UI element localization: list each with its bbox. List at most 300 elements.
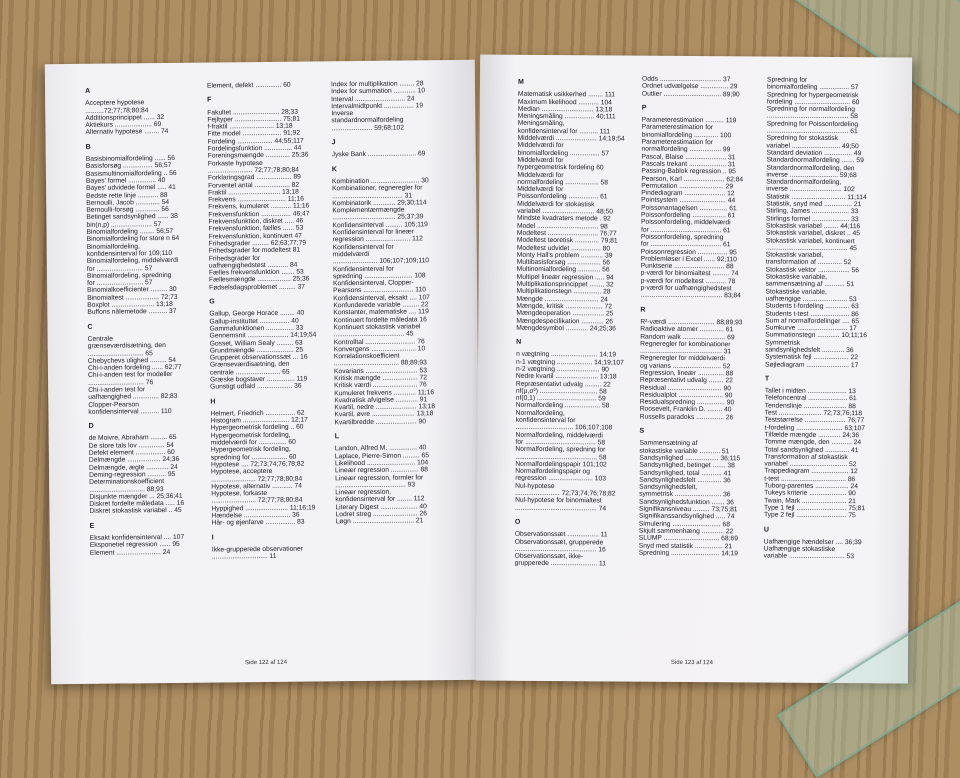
index-entry: Kumuleret frekvens ............ 11;16 bbox=[334, 388, 435, 397]
index-entry: Normalfordeling, spredning for bbox=[515, 446, 606, 454]
index-entry: Intervalmidtpunkt ................ 19 bbox=[331, 102, 424, 111]
index-entry: Sumkurve ........................... 17 bbox=[765, 324, 857, 333]
index-entry: Tendenslinje ....................... 88 bbox=[764, 402, 856, 410]
index-entry: Foreningsmængde ............. 25;36 bbox=[207, 151, 309, 160]
index-entry: binomialfordeling ................ 57 bbox=[766, 83, 859, 92]
index-column bbox=[85, 83, 216, 557]
index-entry: p-værdi for uafhængighedstest bbox=[640, 284, 732, 293]
index-entry: symmetrisk ......................... 36 bbox=[639, 491, 731, 499]
index-entry: Stokastisk variabel, diskret .. 45 bbox=[765, 229, 861, 238]
index-entry: Skjult sammenhæng ............ 22 bbox=[638, 527, 734, 536]
index-entry: Signifikansniveau ......... 73;75;81 bbox=[638, 505, 738, 514]
index-letter-heading: U bbox=[763, 526, 769, 534]
index-letter-heading: K bbox=[331, 165, 337, 173]
index-entry: ...................................... 93 bbox=[335, 481, 416, 490]
index-entry: Aktiekurs .................... 69 bbox=[85, 121, 162, 130]
index-entry: Binomialtest .................. 72;73 bbox=[87, 293, 178, 302]
index-entry: ............................................ 61 bbox=[766, 127, 858, 136]
index-entry: f-fraktil ........................ 13;18 bbox=[207, 122, 293, 131]
index-entry: Parameterestimation .......... 119 bbox=[641, 116, 737, 125]
index-entry: Parameterestimation for bbox=[641, 138, 713, 147]
index-entry: ............................................ 58 bbox=[515, 453, 607, 461]
index-entry: Spredning for Poissonfordeling bbox=[766, 120, 859, 128]
index-entry: Modeltest udvidet ................ 80 bbox=[516, 244, 611, 252]
index-entry: Uafhængige hændelser .... 36;39 bbox=[763, 538, 862, 546]
index-entry: Basismultinomialfordeling .. 56 bbox=[85, 169, 177, 178]
index-entry: Frekvens, kumuleret ........... 11;16 bbox=[208, 202, 310, 212]
index-entry: ................................... 88;89;93 bbox=[333, 359, 427, 368]
index-entry: centrale ........................ 65 bbox=[209, 368, 290, 377]
index-entry: Signifikanssandsynlighed ..... 74 bbox=[638, 512, 735, 521]
index-entry: Konfidensinterval, eksakt .... 107 bbox=[333, 293, 430, 302]
index-letter-heading: J bbox=[331, 139, 336, 147]
index-entry: Lodret streg ........................ 26 bbox=[335, 510, 427, 519]
index-entry: Poissonfordeling, spredning bbox=[640, 233, 724, 242]
index-letter-heading: R bbox=[640, 306, 646, 314]
index-entry: Twain, Mark ........................ 21 bbox=[764, 497, 856, 505]
index-entry: Regneregler for kombinationer bbox=[640, 340, 731, 349]
index-entry: Index for summation ............ 10 bbox=[331, 87, 426, 96]
index-entry: Fakultet ......................... 28;33 bbox=[207, 108, 299, 117]
index-entry: Spredning .......................... 14;19 bbox=[638, 549, 738, 558]
index-entry: Stokastiske variable, bbox=[765, 288, 827, 296]
index-entry: Søjlediagram ....................... 17 bbox=[765, 361, 859, 369]
index-entry: Konfidensinterval for bbox=[332, 265, 394, 273]
index-entry: Kvartil, øvre ....................... 13;18 bbox=[334, 410, 434, 419]
index-entry: Normalfordelingspapir 101;102 bbox=[515, 460, 607, 469]
index-entry: Snyd med statistik ............... 21 bbox=[638, 542, 733, 550]
index-entry: normalfordeling ................. 99 bbox=[641, 146, 731, 154]
index-entry: Fællesmængde .................. 25;36 bbox=[209, 275, 310, 284]
index-entry: Chi-i-anden test for bbox=[88, 386, 146, 394]
index-entry: Fitte model ..................... 91;92 bbox=[207, 130, 301, 139]
index-entry: Bayes' udvidede formel ..... 41 bbox=[86, 184, 176, 193]
index-entry: Type 1 fejl ........................... 75;81 bbox=[764, 504, 866, 513]
index-entry: ........................ 72;77;78;80;84 bbox=[211, 475, 303, 484]
left-index-page bbox=[45, 60, 481, 684]
index-entry: ..........72;77;78;80;84 bbox=[85, 106, 149, 115]
index-entry: Meningsmåling ................ 40;111 bbox=[517, 112, 616, 121]
index-entry: ............................................ 16 bbox=[514, 545, 606, 554]
index-entry: Middelværdi for bbox=[517, 185, 564, 194]
index-entry: Løgn ................................. 21 bbox=[335, 517, 424, 526]
index-entry: hypergeometrisk fordeling 60 bbox=[517, 164, 604, 172]
index-entry: for ...................................... 61 bbox=[640, 226, 731, 234]
index-entry: p-værdi for modeltest ........... 78 bbox=[640, 277, 736, 286]
index-entry: Defekt element ................ 60 bbox=[88, 448, 175, 457]
index-entry: Sandsynlighedsfelt ............. 36 bbox=[639, 476, 731, 485]
index-entry: Sandsynlighed, betinget ....... 38 bbox=[639, 461, 735, 470]
index-entry: n-1 vægtning ................... 14;19;107 bbox=[516, 358, 624, 367]
index-entry: Komplementærmængde bbox=[332, 206, 405, 215]
index-entry: Konfunderede variable ......... 22 bbox=[333, 301, 429, 310]
index-entry: Stokastiske variable, bbox=[765, 273, 828, 281]
index-entry: Lineær regression ............... 88 bbox=[335, 466, 429, 475]
index-entry: Residual ............................. 90 bbox=[639, 384, 731, 392]
index-entry: Landon, Alfred M. ............... 40 bbox=[334, 444, 427, 453]
index-entry: Basisforsøg ................ 56;57 bbox=[85, 162, 172, 171]
index-entry: transformation af ............. 52 bbox=[765, 258, 852, 267]
index-entry: Regneregler for middelværdi bbox=[640, 355, 725, 363]
index-entry: Repræsentativt udvalg ......... 22 bbox=[515, 380, 611, 388]
index-entry: Permutation ........................ 29 bbox=[641, 182, 734, 191]
index-entry: Fejltyper ......................... 75;81 bbox=[207, 115, 300, 124]
index-entry: Additionsprincippet ...... 32 bbox=[85, 113, 165, 122]
index-letter-heading: L bbox=[334, 433, 340, 441]
index-entry: Eksakt konfidensinterval .... 107 bbox=[89, 533, 185, 542]
index-entry: Spredning for hypergeometrisk bbox=[766, 91, 859, 99]
index-entry: variabel .......................... 49;50 bbox=[766, 142, 859, 150]
index-entry: Likelihood .......................... 104 bbox=[334, 459, 429, 468]
index-column bbox=[515, 75, 644, 569]
index-entry: Fælles frekvensfunktion ....... 53 bbox=[208, 268, 304, 277]
index-entry: Spredning for stokastisk bbox=[766, 134, 839, 143]
index-entry: Residualplot ........................ 90 bbox=[639, 391, 733, 400]
index-entry: Nul-hypotese bbox=[515, 482, 555, 490]
index-entry: ........................ 72;77;78;80;84 bbox=[211, 497, 303, 505]
index-entry: Sandsynlighed, total ........... 41 bbox=[639, 469, 732, 477]
index-entry: binomialfordeling ............. 100 bbox=[641, 131, 732, 140]
index-column bbox=[764, 77, 893, 562]
index-entry: De store tals lov .............. 54 bbox=[88, 441, 174, 450]
index-entry: Kontrolltal ........................... 76 bbox=[333, 337, 425, 346]
index-entry: Matematisk usikkerhed ........ 111 bbox=[517, 91, 616, 99]
index-entry: ........................ 72;77;78;80;84 bbox=[207, 166, 300, 175]
index-entry: Parameterestimation for bbox=[641, 124, 714, 132]
index-entry: Frihedsgrader for modeltest 81 bbox=[208, 246, 301, 255]
index-column bbox=[331, 80, 462, 526]
index-entry: Delmængde .................. 24;36 bbox=[88, 456, 180, 465]
index-entry: Multibasisforsøg .................. 56 bbox=[516, 258, 611, 267]
index-entry: Tallet i midten ..................... 13 bbox=[764, 387, 856, 396]
index-letter-heading: D bbox=[88, 422, 94, 431]
index-entry: standardnormalfordeling bbox=[331, 116, 404, 125]
index-entry: Uafhængige stokastiske bbox=[763, 545, 836, 554]
index-entry: Frihedsgrader for bbox=[208, 254, 261, 263]
index-entry: Test ....................... 72;73;76;118 bbox=[764, 409, 862, 418]
index-entry: Statistik ............................. 11;114 bbox=[766, 193, 867, 201]
index-entry: ........................ 72;73;74;76;78;82 bbox=[515, 489, 616, 498]
index-entry: Hypergeometrisk fordeling .. 60 bbox=[210, 424, 304, 433]
index-entry: Forventet antal ................... 82 bbox=[208, 181, 300, 190]
index-entry: Mængde, kritisk .................... 72 bbox=[516, 302, 612, 311]
index-entry: Alternativ hypotese ........ 74 bbox=[85, 128, 169, 137]
index-entry: Pascal, Blaise ...................... 31 bbox=[641, 153, 736, 161]
index-entry: ...................................... 45 bbox=[333, 330, 414, 339]
index-entry: middelværdi bbox=[332, 250, 370, 259]
index-entry: Mængdeoperation ................. 25 bbox=[516, 309, 614, 318]
index-entry: konfidensinterval for bbox=[515, 416, 576, 425]
index-entry: Multinomialfordeling ............ 56 bbox=[516, 266, 610, 274]
index-entry: Standard deviation ............... 49 bbox=[766, 149, 862, 158]
index-entry: n vægtning ......................... 14;19 bbox=[516, 351, 617, 359]
index-entry: Sammensætning af bbox=[639, 439, 698, 448]
index-entry: Frekvens .......................... 11;16 bbox=[208, 195, 304, 204]
index-letter-heading: S bbox=[639, 427, 645, 435]
index-entry: Bernoulli, Jacob ............. 54 bbox=[86, 198, 170, 207]
index-entry: Lineær regression, formler for bbox=[335, 473, 424, 482]
index-entry: Stirlings formel .................... 33 bbox=[766, 215, 859, 223]
index-entry: grupperede ......................... 11 bbox=[514, 560, 606, 568]
index-entry: sammensætning af ........... 51 bbox=[765, 280, 855, 289]
index-entry: ...................................... 31 bbox=[332, 191, 413, 200]
index-entry: Systematisk fejl ................... 22 bbox=[765, 353, 859, 362]
index-entry: Middelværdi for bbox=[517, 156, 564, 165]
index-entry: Hypotese, acceptere bbox=[211, 468, 273, 476]
index-entry: n-2 vægtning ....................... 90 bbox=[515, 365, 609, 374]
index-entry: .............................. 76 bbox=[88, 378, 154, 387]
index-entry: Middelværdi ...................... 14;19;54 bbox=[517, 134, 625, 143]
index-entry: Konfidensinterval for lineær bbox=[332, 228, 414, 237]
index-entry: Multiplikationstegn ............... 28 bbox=[516, 288, 611, 296]
index-entry: Sandsynlighedsfunktion ....... 36 bbox=[639, 498, 734, 507]
index-letter-heading: M bbox=[517, 78, 524, 86]
index-entry: Stokastisk variabel ........ 44;116 bbox=[765, 222, 861, 231]
index-entry: Russells paradoks ............... 26 bbox=[639, 413, 734, 422]
index-entry: Konstanter, matematiske .... 119 bbox=[333, 308, 429, 317]
index-entry: regression ........................ 112 bbox=[332, 235, 423, 244]
index-entry: Model ................................. 98 bbox=[516, 222, 608, 231]
index-entry: Middelværdi for stokastisk bbox=[517, 200, 595, 209]
index-entry: Frihedsgrader ......... 62;63;77;79 bbox=[208, 239, 307, 248]
index-entry: Pearsons ........................... 110 bbox=[333, 286, 426, 295]
index-entry: Kombination .......................... 30 bbox=[331, 177, 429, 186]
index-entry: sandsynlighedsfelt ............ 36 bbox=[765, 346, 854, 355]
index-entry: Observationssæt, ikke- bbox=[514, 552, 584, 561]
index-entry: Chebychevs ulighed ......... 54 bbox=[87, 356, 177, 365]
index-entry: spredning for ................... 60 bbox=[210, 453, 297, 462]
index-entry: nf(0,1) ................................ 59 bbox=[515, 394, 606, 403]
index-entry: de Moivre, Abraham ......... 65 bbox=[88, 434, 177, 443]
index-entry: Clopper-Pearson bbox=[88, 400, 139, 409]
index-entry: Fordelingsfunktion ............... 44 bbox=[207, 144, 302, 153]
index-entry: Mængde ............................. 24 bbox=[516, 295, 608, 304]
index-entry: Multiplikationsprincippet ........ 32 bbox=[516, 280, 614, 289]
index-entry: variabel ............................ 48;50 bbox=[517, 207, 614, 216]
index-entry: variabel ............................... 52 bbox=[764, 460, 857, 469]
index-entry: Poissonfordeling, middelværdi bbox=[640, 218, 731, 227]
index-entry: Hypotese, forkaste bbox=[211, 490, 268, 498]
index-entry: Spredning for bbox=[766, 76, 808, 84]
index-letter-heading: A bbox=[85, 87, 91, 95]
index-entry: Basisbinomialfordeling ...... 56 bbox=[85, 154, 176, 163]
index-entry: Punktserie ........................... 88 bbox=[640, 262, 734, 271]
index-entry: konfidensinterval for .......... 111 bbox=[517, 127, 610, 136]
index-entry: Grundmængde .................... 25 bbox=[209, 346, 304, 355]
index-entry: Tukeys kriterie .................... 90 bbox=[764, 489, 856, 498]
index-entry: ............................................ 45 bbox=[765, 244, 857, 252]
index-letter-heading: C bbox=[87, 323, 93, 331]
index-entry: Histogram ......................... 12;17 bbox=[210, 416, 308, 425]
index-entry: Diskret stokastisk variabel .. 45 bbox=[89, 507, 182, 516]
index-entry: Frekvensfunktion, fælles ...... 53 bbox=[208, 224, 304, 233]
index-entry: Transformation af stokastisk bbox=[764, 453, 848, 461]
index-letter-heading: N bbox=[516, 338, 522, 346]
index-entry: Trappediagram .................... 12 bbox=[764, 467, 858, 476]
page-footer: Side 122 af 124 bbox=[244, 659, 288, 667]
index-entry: Hypergeometrisk fordeling, bbox=[210, 446, 291, 454]
index-entry: Deming-regression .......... 95 bbox=[89, 470, 176, 479]
index-entry: Eksponetiel regression ...... 95 bbox=[89, 541, 180, 550]
index-entry: Observationssæt, grupperede bbox=[514, 538, 604, 546]
index-entry: Hændelse ......................... 36 bbox=[211, 511, 300, 520]
index-entry: Frekvensfunktion ................ 46;47 bbox=[208, 210, 310, 219]
index-entry: binomialfordeling ................ 57 bbox=[517, 149, 609, 158]
index-entry: .................................. 25;37;39 bbox=[332, 213, 424, 222]
index-entry: Summationstegn ............ 10;11;16 bbox=[765, 331, 867, 340]
index-entry: Pascals trekant .................... 31 bbox=[641, 160, 736, 169]
index-entry: Inverse bbox=[331, 110, 354, 118]
index-entry: Standardnormalfordeling ....... 59 bbox=[766, 156, 864, 165]
index-letter-heading: B bbox=[85, 143, 91, 151]
index-entry: Element, defekt .............. 60 bbox=[206, 81, 291, 90]
index-entry: Regression, lineær .............. 88 bbox=[639, 369, 734, 378]
index-entry: Middelværdi for bbox=[517, 142, 564, 150]
index-column bbox=[207, 81, 338, 561]
index-entry: Sum af normalfordelinger .... 65 bbox=[765, 317, 860, 325]
index-letter-heading: I bbox=[211, 534, 214, 542]
index-entry: Sandsynlighedsfelt, bbox=[639, 483, 698, 492]
index-entry: Binomialfordeling ........ 56;57 bbox=[86, 227, 174, 236]
index-letter-heading: G bbox=[209, 298, 215, 306]
index-entry: Græske bogstaver ............... 119 bbox=[210, 375, 308, 384]
index-entry: Radioaktive atomer ............. 61 bbox=[640, 325, 734, 334]
index-entry: Centrale bbox=[87, 335, 113, 343]
index-entry: bin(n,p) ...................... 57 bbox=[86, 220, 162, 229]
index-entry: Stokastisk vektor ................. 56 bbox=[765, 266, 860, 274]
index-entry: Tuborg-parentes .................. 24 bbox=[764, 482, 859, 491]
index-entry: Bernoulli-forsøg ............. 56 bbox=[86, 206, 169, 214]
index-entry: Frekvensfunktion, kontinuert 47 bbox=[208, 232, 302, 241]
index-entry: Standardnormalfordeling, bbox=[766, 178, 842, 187]
index-entry: Laplace, Pierre-Simon ......... 65 bbox=[334, 451, 429, 460]
index-column bbox=[639, 76, 768, 558]
index-entry: Random walk ....................... 69 bbox=[640, 333, 735, 341]
index-letter-heading: E bbox=[89, 522, 95, 530]
index-entry: Standardnormalfordeling, den bbox=[766, 164, 855, 172]
index-entry: .............................. 88;93 bbox=[89, 485, 164, 494]
index-entry: ............................................ 74 bbox=[515, 504, 607, 513]
index-entry: Gammafunktionen ............... 33 bbox=[209, 324, 304, 333]
index-entry: Kombinatorik ............ 29;30;114 bbox=[332, 199, 427, 208]
index-entry: Telefoncentral ..................... 61 bbox=[764, 394, 857, 403]
index-entry: Kvartil, nedre ...................... 13;18 bbox=[334, 403, 436, 412]
index-entry: Tilfælde mængde ............ 24;36 bbox=[764, 431, 860, 440]
index-entry: Gunstigt udfald ................... 36 bbox=[210, 382, 302, 391]
index-entry: Konfidensinterval ......... 105;119 bbox=[332, 221, 428, 230]
index-entry: .............................. 65 bbox=[87, 349, 153, 358]
index-entry: Kombinationer, regneregler for bbox=[332, 184, 423, 193]
index-entry: Roosevelt, Franklin D. ........ 40 bbox=[639, 406, 732, 414]
index-entry: Passing-Bablok regression .. 95 bbox=[641, 167, 736, 176]
index-entry: Pointsystem ......................... 44 bbox=[641, 197, 736, 205]
index-entry: Fordeling ................... 44;55;117 bbox=[207, 137, 304, 146]
index-entry: Modeltest ........................... 76;77 bbox=[516, 229, 617, 238]
index-entry: Odds ................................. 37 bbox=[641, 75, 731, 84]
index-entry: for ...................................... 61 bbox=[640, 240, 731, 249]
index-entry: stokastiske variable ........... 51 bbox=[639, 447, 730, 455]
index-entry: Normalfordelingspapir og bbox=[515, 467, 591, 476]
index-entry: Frekvensfunktion, diskret ..... 46 bbox=[208, 217, 304, 226]
index-entry: Mængdesymbol ............ 24;25;36 bbox=[516, 324, 616, 333]
index-entry: Diskret fordelte måledata ..... 16 bbox=[89, 499, 185, 508]
index-entry: Hypergeometrisk fordeling, bbox=[210, 431, 291, 440]
index-entry: Sandsynlighed .................. 36;115 bbox=[639, 454, 741, 463]
index-entry: Element ........................ 24 bbox=[89, 548, 171, 557]
index-entry: Konfidensinterval for bbox=[332, 243, 394, 251]
index-entry: Maximum likelihood ........... 104 bbox=[517, 98, 612, 107]
index-entry: Poissonregression ................ 95 bbox=[640, 248, 737, 256]
index-entry: for ...................................... 58 bbox=[515, 438, 606, 447]
index-entry: Observationssæt ................. 11 bbox=[514, 530, 608, 539]
index-entry: Kontinuert stokastisk variabel bbox=[333, 323, 421, 332]
index-entry: Hypotese, alternativ ........... 74 bbox=[211, 482, 302, 491]
index-entry: ............................................ 31 bbox=[640, 347, 732, 356]
index-entry: Hypotese .... 72;73;74;76;78;82 bbox=[210, 460, 305, 469]
index-entry: Konvergens ........................ 10 bbox=[333, 345, 426, 354]
index-entry: Kritisk værdi ........................ 76 bbox=[334, 381, 427, 390]
index-entry: inverse .......................... 59;68 bbox=[766, 171, 857, 179]
index-entry: Forkaste hypotese bbox=[207, 159, 263, 168]
index-entry: Bayes' formel ............... 40 bbox=[85, 176, 166, 185]
index-letter-heading: H bbox=[210, 398, 216, 406]
index-entry: Kontinuert fordelte måledata 16 bbox=[333, 315, 427, 324]
index-entry: Grænseværdisætning, den bbox=[209, 361, 290, 369]
index-entry: Students t-fordeling ............. 63 bbox=[765, 302, 859, 311]
index-entry: Betinget sandsynlighed ...... 38 bbox=[86, 213, 178, 222]
index-entry: Poissonantagelsen ............... 61 bbox=[641, 204, 737, 213]
index-entry: middelværdi for ............... 60 bbox=[210, 438, 296, 447]
index-entry: Determinationskoefficient bbox=[89, 478, 165, 487]
index-entry: normalfordeling .................. 58 bbox=[517, 178, 609, 187]
index-entry: Grupperet observationssæt ... 16 bbox=[209, 353, 308, 362]
index-entry: Spredning for normalfordeling bbox=[766, 105, 855, 114]
index-entry: og varians .......................... 52 bbox=[639, 362, 731, 370]
index-entry: Residualspredning ............... 90 bbox=[639, 398, 735, 407]
index-entry: Gosset, William Sealy ......... 63 bbox=[209, 339, 303, 348]
index-entry: Total sandsynlighed ............. 41 bbox=[764, 446, 859, 454]
index-entry: Binomialfordeling, bbox=[86, 242, 140, 251]
index-entry: .............................. 11 bbox=[211, 553, 277, 561]
index-entry: Poissonfordeling ................ 61 bbox=[517, 193, 608, 201]
index-entry: Poissonfordeling .................. 61 bbox=[641, 211, 736, 220]
index-entry: Normalfordeling ................... 58 bbox=[515, 402, 610, 410]
index-entry: Outlier ............................... 89;90 bbox=[641, 90, 740, 98]
index-entry: Konfidensinterval, Clopper- bbox=[333, 279, 414, 288]
index-entry: Chi-i-anden fordeling ...... 62;77 bbox=[87, 363, 182, 372]
index-entry: Boxplot ....................... 13;18 bbox=[87, 300, 173, 309]
index-entry: regression ........................ 103 bbox=[515, 475, 606, 483]
index-entry: Forklaringsgrad ................... 89 bbox=[207, 173, 301, 182]
index-entry: uafhængighed .............. 82;83 bbox=[88, 393, 178, 402]
index-entry: Problemløser i Excel ...... 92;110 bbox=[640, 255, 737, 264]
index-entry: Fødselsdagsproblemet ......... 37 bbox=[209, 283, 306, 292]
index-entry: Kvartilbredde ...................... 90 bbox=[334, 418, 427, 427]
index-entry: Nedre kvartil ....................... 13;18 bbox=[515, 373, 617, 381]
index-entry: konfidensinterval for 109;110 bbox=[86, 249, 173, 258]
index-entry: Buffons nålemetode .......... 37 bbox=[87, 308, 177, 317]
index-entry: inverse ............................ 102 bbox=[766, 185, 855, 194]
index-entry: Ordnet udvælgelse ............... 29 bbox=[641, 82, 738, 91]
index-entry: Ikke-grupperede observationer bbox=[211, 545, 303, 554]
index-entry: Mængdespecifikation ............ 26 bbox=[516, 317, 614, 325]
index-entry: Binomialkoefficienter ......... 30 bbox=[87, 286, 177, 295]
index-entry: Binomialfordeling, middelværdi bbox=[86, 257, 179, 266]
index-entry: nf(μ,σ²) ............................... 58 bbox=[515, 387, 607, 396]
index-entry: Gallup, George Horace ........ 40 bbox=[209, 309, 305, 318]
index-entry: Fraktil ............................ 13;18 bbox=[208, 188, 299, 197]
index-entry: Stokastisk variabel, bbox=[765, 251, 824, 260]
